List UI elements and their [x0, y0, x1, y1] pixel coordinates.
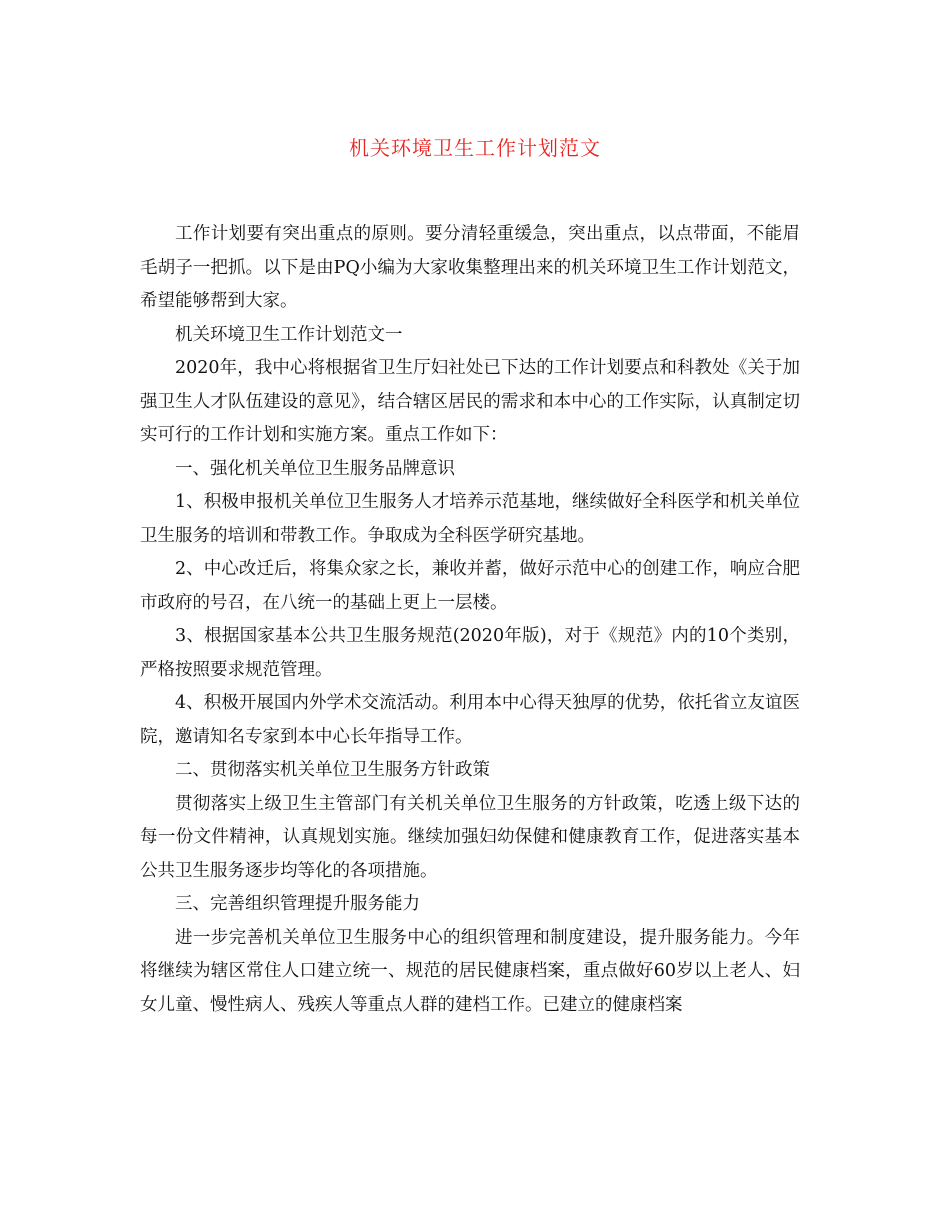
paragraph-intro: 工作计划要有突出重点的原则。要分清轻重缓急，突出重点，以点带面，不能眉毛胡子一把抓。以下是由PQ小编为大家收集整理出来的机关环境卫生工作计划范文，希望能够帮到大家。	[140, 224, 800, 311]
list-item-4: 4、积极开展国内外学术交流活动。利用本中心得天独厚的优势，依托省立友谊医院，邀请知名专家到本中心长年指导工作。	[140, 693, 800, 747]
list-item-3: 3、根据国家基本公共卫生服务规范(2020年版)，对于《规范》内的10个类别，严格按照要求规范管理。	[140, 626, 800, 680]
paragraph-management: 进一步完善机关单位卫生服务中心的组织管理和制度建设，提升服务能力。今年将继续为辖区常住人口建立统一、规范的居民健康档案，重点做好60岁以上老人、妇女儿童、慢性病人、残疾人等重点人群的建档工作。已建立的健康档案	[140, 927, 800, 1015]
paragraph-overview: 2020年，我中心将根据省卫生厅妇社处已下达的工作计划要点和科教处《关于加强卫生人才队伍建设的意见》，结合辖区居民的需求和本中心的工作实际，认真制定切实可行的工作计划和实施方案。重点工作如下：	[140, 358, 800, 445]
section-heading-2: 二、贯彻落实机关单位卫生服务方针政策	[175, 760, 490, 780]
document-title: 机关环境卫生工作计划范文	[349, 136, 601, 160]
section-heading-1: 一、强化机关单位卫生服务品牌意识	[175, 458, 455, 479]
list-item-2: 2、中心改迁后，将集众家之长，兼收并蓄，做好示范中心的创建工作，响应合肥市政府的号召，在八统一的基础上更上一层楼。	[140, 559, 800, 613]
section-heading-3: 三、完善组织管理提升服务能力	[175, 894, 420, 914]
section-heading-plan-one: 机关环境卫生工作计划范文一	[175, 324, 403, 345]
list-item-1: 1、积极申报机关单位卫生服务人才培养示范基地，继续做好全科医学和机关单位卫生服务的培训和带教工作。争取成为全科医学研究基地。	[140, 492, 800, 546]
paragraph-policy: 贯彻落实上级卫生主管部门有关机关单位卫生服务的方针政策，吃透上级下达的每一份文件精神，认真规划实施。继续加强妇幼保健和健康教育工作，促进落实基本公共卫生服务逐步均等化的各项措施。	[140, 793, 800, 881]
document-body	[140, 218, 800, 1022]
